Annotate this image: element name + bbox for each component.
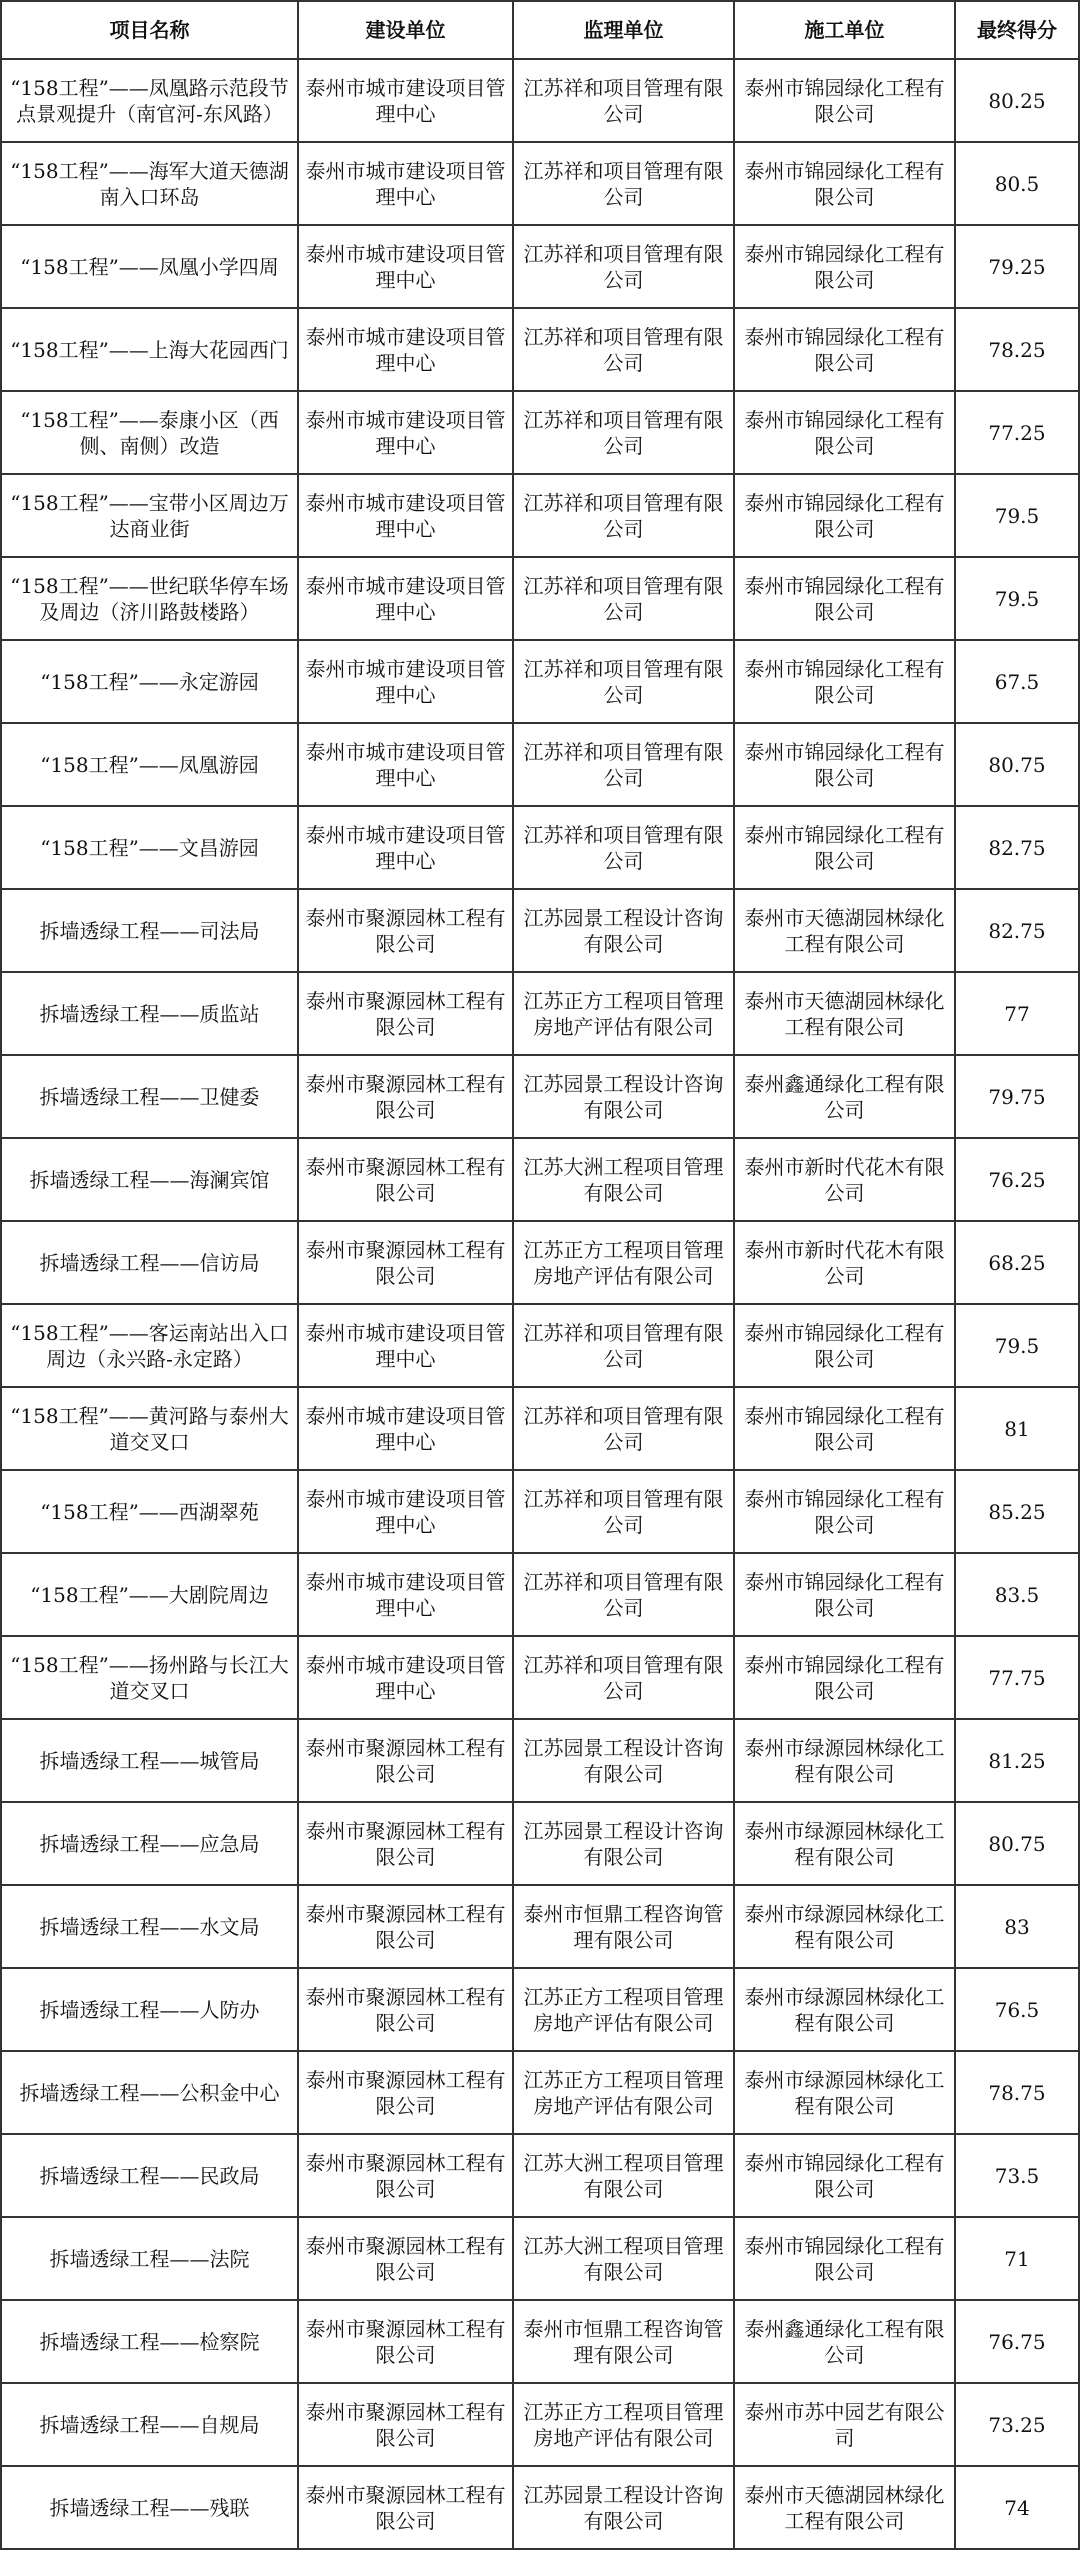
header-contractor: 施工单位: [735, 2, 956, 60]
project-name-cell: “158工程”——泰康小区（西侧、南侧）改造: [2, 392, 299, 475]
project-name-cell: “158工程”——海军大道天德湖南入口环岛: [2, 143, 299, 226]
project-name-cell: 拆墙透绿工程——水文局: [2, 1886, 299, 1969]
project-name-cell: 拆墙透绿工程——城管局: [2, 1720, 299, 1803]
score-cell: 83.5: [956, 1554, 1080, 1637]
project-name-cell: “158工程”——西湖翠苑: [2, 1471, 299, 1554]
contractor-cell: 泰州鑫通绿化工程有限公司: [735, 2301, 956, 2384]
supervisor-cell: 江苏祥和项目管理有限公司: [514, 724, 735, 807]
supervisor-cell: 江苏祥和项目管理有限公司: [514, 558, 735, 641]
project-name-cell: 拆墙透绿工程——检察院: [2, 2301, 299, 2384]
score-cell: 79.25: [956, 226, 1080, 309]
table-row: [2, 226, 1080, 309]
builder-cell: 泰州市城市建设项目管理中心: [299, 309, 514, 392]
score-cell: 77.25: [956, 392, 1080, 475]
builder-cell: 泰州市聚源园林工程有限公司: [299, 2218, 514, 2301]
table-row: [2, 309, 1080, 392]
header-supervisor: 监理单位: [514, 2, 735, 60]
table-row: [2, 1056, 1080, 1139]
supervisor-cell: 江苏园景工程设计咨询有限公司: [514, 1056, 735, 1139]
table-row: [2, 558, 1080, 641]
contractor-cell: 泰州市锦园绿化工程有限公司: [735, 1554, 956, 1637]
contractor-cell: 泰州市锦园绿化工程有限公司: [735, 1388, 956, 1471]
contractor-cell: 泰州市绿源园林绿化工程有限公司: [735, 2052, 956, 2135]
supervisor-cell: 江苏大洲工程项目管理有限公司: [514, 2218, 735, 2301]
supervisor-cell: 江苏祥和项目管理有限公司: [514, 1388, 735, 1471]
builder-cell: 泰州市聚源园林工程有限公司: [299, 973, 514, 1056]
builder-cell: 泰州市城市建设项目管理中心: [299, 392, 514, 475]
score-cell: 79.75: [956, 1056, 1080, 1139]
builder-cell: 泰州市聚源园林工程有限公司: [299, 1720, 514, 1803]
score-cell: 71: [956, 2218, 1080, 2301]
contractor-cell: 泰州市锦园绿化工程有限公司: [735, 143, 956, 226]
contractor-cell: 泰州市绿源园林绿化工程有限公司: [735, 1886, 956, 1969]
contractor-cell: 泰州市新时代花木有限公司: [735, 1222, 956, 1305]
score-cell: 79.5: [956, 1305, 1080, 1388]
supervisor-cell: 江苏正方工程项目管理房地产评估有限公司: [514, 973, 735, 1056]
table-row: [2, 2467, 1080, 2550]
score-cell: 73.5: [956, 2135, 1080, 2218]
score-cell: 85.25: [956, 1471, 1080, 1554]
supervisor-cell: 江苏祥和项目管理有限公司: [514, 143, 735, 226]
table-row: [2, 2218, 1080, 2301]
builder-cell: 泰州市聚源园林工程有限公司: [299, 2301, 514, 2384]
project-name-cell: 拆墙透绿工程——公积金中心: [2, 2052, 299, 2135]
table-row: [2, 641, 1080, 724]
score-cell: 79.5: [956, 475, 1080, 558]
contractor-cell: 泰州市天德湖园林绿化工程有限公司: [735, 890, 956, 973]
score-cell: 78.25: [956, 309, 1080, 392]
score-cell: 76.5: [956, 1969, 1080, 2052]
table-row: [2, 1886, 1080, 1969]
table-row: [2, 1139, 1080, 1222]
contractor-cell: 泰州市锦园绿化工程有限公司: [735, 1637, 956, 1720]
score-cell: 80.75: [956, 1803, 1080, 1886]
score-cell: 83: [956, 1886, 1080, 1969]
supervisor-cell: 江苏园景工程设计咨询有限公司: [514, 2467, 735, 2550]
table-row: [2, 60, 1080, 143]
builder-cell: 泰州市城市建设项目管理中心: [299, 1388, 514, 1471]
supervisor-cell: 江苏祥和项目管理有限公司: [514, 475, 735, 558]
score-cell: 81.25: [956, 1720, 1080, 1803]
project-name-cell: “158工程”——永定游园: [2, 641, 299, 724]
supervisor-cell: 江苏祥和项目管理有限公司: [514, 1554, 735, 1637]
contractor-cell: 泰州市锦园绿化工程有限公司: [735, 2135, 956, 2218]
table-row: [2, 475, 1080, 558]
table-row: [2, 2301, 1080, 2384]
supervisor-cell: 江苏正方工程项目管理房地产评估有限公司: [514, 1222, 735, 1305]
project-name-cell: “158工程”——上海大花园西门: [2, 309, 299, 392]
table-row: [2, 1222, 1080, 1305]
project-name-cell: “158工程”——大剧院周边: [2, 1554, 299, 1637]
contractor-cell: 泰州市锦园绿化工程有限公司: [735, 392, 956, 475]
score-cell: 67.5: [956, 641, 1080, 724]
score-cell: 76.75: [956, 2301, 1080, 2384]
builder-cell: 泰州市城市建设项目管理中心: [299, 724, 514, 807]
score-cell: 81: [956, 1388, 1080, 1471]
builder-cell: 泰州市城市建设项目管理中心: [299, 226, 514, 309]
score-cell: 79.5: [956, 558, 1080, 641]
score-cell: 74: [956, 2467, 1080, 2550]
table-row: [2, 392, 1080, 475]
supervisor-cell: 江苏祥和项目管理有限公司: [514, 392, 735, 475]
supervisor-cell: 江苏祥和项目管理有限公司: [514, 807, 735, 890]
table-header-row: [2, 2, 1080, 60]
score-cell: 76.25: [956, 1139, 1080, 1222]
contractor-cell: 泰州市绿源园林绿化工程有限公司: [735, 1803, 956, 1886]
project-name-cell: 拆墙透绿工程——信访局: [2, 1222, 299, 1305]
supervisor-cell: 江苏祥和项目管理有限公司: [514, 641, 735, 724]
contractor-cell: 泰州市锦园绿化工程有限公司: [735, 60, 956, 143]
supervisor-cell: 江苏正方工程项目管理房地产评估有限公司: [514, 1969, 735, 2052]
project-name-cell: 拆墙透绿工程——人防办: [2, 1969, 299, 2052]
builder-cell: 泰州市聚源园林工程有限公司: [299, 1056, 514, 1139]
contractor-cell: 泰州市锦园绿化工程有限公司: [735, 309, 956, 392]
project-name-cell: “158工程”——凤凰小学四周: [2, 226, 299, 309]
supervisor-cell: 江苏园景工程设计咨询有限公司: [514, 1720, 735, 1803]
contractor-cell: 泰州市绿源园林绿化工程有限公司: [735, 1969, 956, 2052]
table-row: [2, 807, 1080, 890]
builder-cell: 泰州市城市建设项目管理中心: [299, 807, 514, 890]
supervisor-cell: 江苏祥和项目管理有限公司: [514, 1471, 735, 1554]
contractor-cell: 泰州市锦园绿化工程有限公司: [735, 475, 956, 558]
project-name-cell: 拆墙透绿工程——质监站: [2, 973, 299, 1056]
supervisor-cell: 江苏正方工程项目管理房地产评估有限公司: [514, 2384, 735, 2467]
supervisor-cell: 江苏园景工程设计咨询有限公司: [514, 890, 735, 973]
project-name-cell: 拆墙透绿工程——海澜宾馆: [2, 1139, 299, 1222]
supervisor-cell: 江苏大洲工程项目管理有限公司: [514, 1139, 735, 1222]
supervisor-cell: 泰州市恒鼎工程咨询管理有限公司: [514, 1886, 735, 1969]
project-name-cell: 拆墙透绿工程——残联: [2, 2467, 299, 2550]
builder-cell: 泰州市聚源园林工程有限公司: [299, 2135, 514, 2218]
contractor-cell: 泰州市锦园绿化工程有限公司: [735, 641, 956, 724]
table-row: [2, 1803, 1080, 1886]
project-name-cell: 拆墙透绿工程——民政局: [2, 2135, 299, 2218]
project-name-cell: 拆墙透绿工程——自规局: [2, 2384, 299, 2467]
supervisor-cell: 江苏祥和项目管理有限公司: [514, 1305, 735, 1388]
contractor-cell: 泰州市锦园绿化工程有限公司: [735, 226, 956, 309]
contractor-cell: 泰州市天德湖园林绿化工程有限公司: [735, 973, 956, 1056]
table-row: [2, 1471, 1080, 1554]
contractor-cell: 泰州鑫通绿化工程有限公司: [735, 1056, 956, 1139]
contractor-cell: 泰州市锦园绿化工程有限公司: [735, 807, 956, 890]
contractor-cell: 泰州市天德湖园林绿化工程有限公司: [735, 2467, 956, 2550]
table-row: [2, 1554, 1080, 1637]
table-row: [2, 724, 1080, 807]
table-row: [2, 1637, 1080, 1720]
supervisor-cell: 江苏祥和项目管理有限公司: [514, 226, 735, 309]
project-name-cell: “158工程”——世纪联华停车场及周边（济川路鼓楼路）: [2, 558, 299, 641]
builder-cell: 泰州市聚源园林工程有限公司: [299, 2384, 514, 2467]
contractor-cell: 泰州市苏中园艺有限公司: [735, 2384, 956, 2467]
project-name-cell: 拆墙透绿工程——法院: [2, 2218, 299, 2301]
project-name-cell: “158工程”——宝带小区周边万达商业街: [2, 475, 299, 558]
score-cell: 68.25: [956, 1222, 1080, 1305]
contractor-cell: 泰州市锦园绿化工程有限公司: [735, 1471, 956, 1554]
builder-cell: 泰州市聚源园林工程有限公司: [299, 1139, 514, 1222]
header-project-name: 项目名称: [2, 2, 299, 60]
contractor-cell: 泰州市新时代花木有限公司: [735, 1139, 956, 1222]
supervisor-cell: 江苏园景工程设计咨询有限公司: [514, 1803, 735, 1886]
table-row: [2, 143, 1080, 226]
supervisor-cell: 江苏大洲工程项目管理有限公司: [514, 2135, 735, 2218]
builder-cell: 泰州市聚源园林工程有限公司: [299, 2467, 514, 2550]
table-row: [2, 1969, 1080, 2052]
builder-cell: 泰州市城市建设项目管理中心: [299, 1637, 514, 1720]
score-cell: 80.25: [956, 60, 1080, 143]
contractor-cell: 泰州市锦园绿化工程有限公司: [735, 558, 956, 641]
project-name-cell: “158工程”——客运南站出入口周边（永兴路-永定路）: [2, 1305, 299, 1388]
table-row: [2, 1720, 1080, 1803]
score-cell: 77.75: [956, 1637, 1080, 1720]
project-name-cell: “158工程”——文昌游园: [2, 807, 299, 890]
project-name-cell: “158工程”——凤凰路示范段节点景观提升（南官河-东风路）: [2, 60, 299, 143]
builder-cell: 泰州市城市建设项目管理中心: [299, 475, 514, 558]
builder-cell: 泰州市城市建设项目管理中心: [299, 60, 514, 143]
header-builder: 建设单位: [299, 2, 514, 60]
builder-cell: 泰州市城市建设项目管理中心: [299, 1305, 514, 1388]
builder-cell: 泰州市聚源园林工程有限公司: [299, 2052, 514, 2135]
table-row: [2, 973, 1080, 1056]
table-row: [2, 2052, 1080, 2135]
score-cell: 82.75: [956, 890, 1080, 973]
table-row: [2, 2384, 1080, 2467]
table-row: [2, 890, 1080, 973]
score-cell: 80.5: [956, 143, 1080, 226]
builder-cell: 泰州市城市建设项目管理中心: [299, 143, 514, 226]
builder-cell: 泰州市城市建设项目管理中心: [299, 1554, 514, 1637]
project-name-cell: “158工程”——黄河路与泰州大道交叉口: [2, 1388, 299, 1471]
builder-cell: 泰州市聚源园林工程有限公司: [299, 1969, 514, 2052]
supervisor-cell: 江苏祥和项目管理有限公司: [514, 60, 735, 143]
supervisor-cell: 江苏祥和项目管理有限公司: [514, 309, 735, 392]
project-name-cell: “158工程”——凤凰游园: [2, 724, 299, 807]
project-name-cell: 拆墙透绿工程——司法局: [2, 890, 299, 973]
contractor-cell: 泰州市绿源园林绿化工程有限公司: [735, 1720, 956, 1803]
builder-cell: 泰州市聚源园林工程有限公司: [299, 1803, 514, 1886]
contractor-cell: 泰州市锦园绿化工程有限公司: [735, 2218, 956, 2301]
project-name-cell: 拆墙透绿工程——卫健委: [2, 1056, 299, 1139]
supervisor-cell: 泰州市恒鼎工程咨询管理有限公司: [514, 2301, 735, 2384]
project-name-cell: 拆墙透绿工程——应急局: [2, 1803, 299, 1886]
contractor-cell: 泰州市锦园绿化工程有限公司: [735, 724, 956, 807]
project-name-cell: “158工程”——扬州路与长江大道交叉口: [2, 1637, 299, 1720]
builder-cell: 泰州市城市建设项目管理中心: [299, 558, 514, 641]
builder-cell: 泰州市聚源园林工程有限公司: [299, 1222, 514, 1305]
score-cell: 80.75: [956, 724, 1080, 807]
builder-cell: 泰州市聚源园林工程有限公司: [299, 890, 514, 973]
table-row: [2, 2135, 1080, 2218]
score-cell: 78.75: [956, 2052, 1080, 2135]
header-final-score: 最终得分: [956, 2, 1080, 60]
score-cell: 73.25: [956, 2384, 1080, 2467]
score-cell: 77: [956, 973, 1080, 1056]
contractor-cell: 泰州市锦园绿化工程有限公司: [735, 1305, 956, 1388]
builder-cell: 泰州市城市建设项目管理中心: [299, 641, 514, 724]
table-row: [2, 1305, 1080, 1388]
score-cell: 82.75: [956, 807, 1080, 890]
table-row: [2, 1388, 1080, 1471]
supervisor-cell: 江苏正方工程项目管理房地产评估有限公司: [514, 2052, 735, 2135]
builder-cell: 泰州市城市建设项目管理中心: [299, 1471, 514, 1554]
supervisor-cell: 江苏祥和项目管理有限公司: [514, 1637, 735, 1720]
builder-cell: 泰州市聚源园林工程有限公司: [299, 1886, 514, 1969]
